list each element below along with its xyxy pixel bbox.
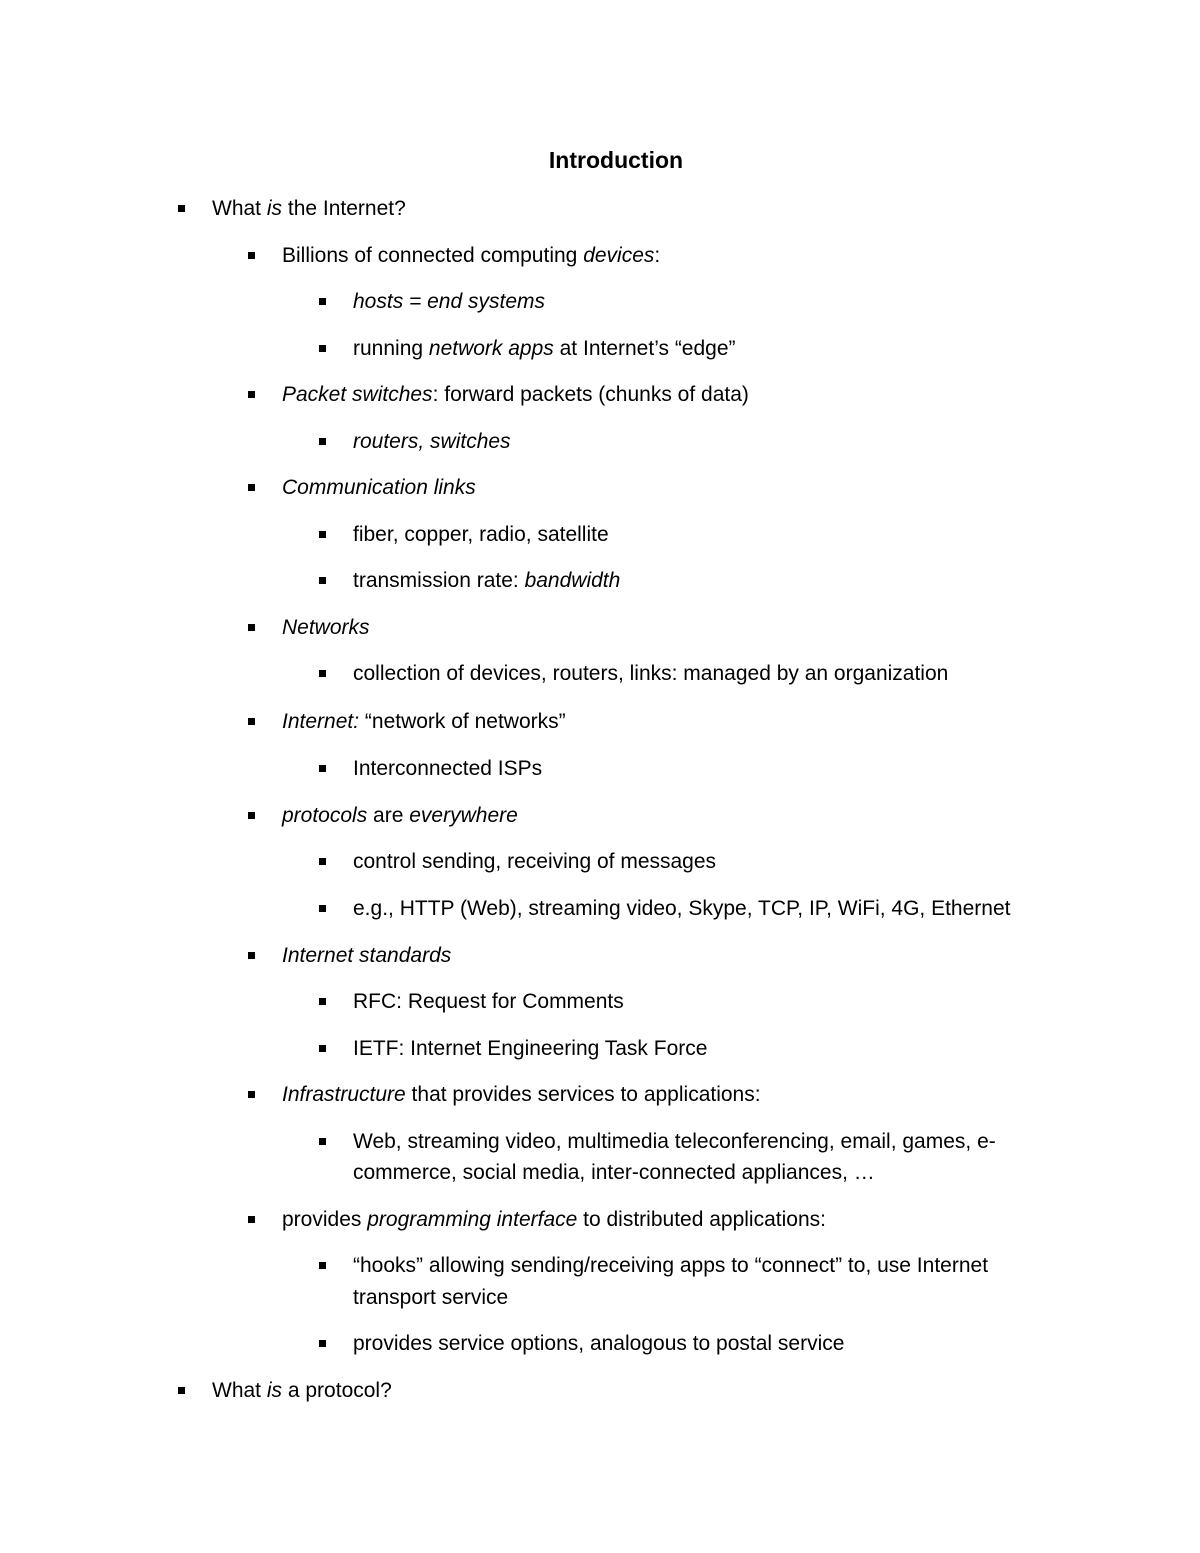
square-bullet-icon bbox=[319, 765, 326, 772]
square-bullet-icon bbox=[319, 670, 326, 677]
square-bullet-icon bbox=[319, 1138, 326, 1145]
square-bullet-icon bbox=[319, 298, 326, 305]
list-item: Internet standards bbox=[282, 940, 451, 971]
list-item: collection of devices, routers, links: managed by an organization bbox=[353, 658, 948, 689]
list-item: fiber, copper, radio, satellite bbox=[353, 519, 609, 550]
list-item: “hooks” allowing sending/receiving apps to “connect” to, use Internet bbox=[353, 1250, 988, 1281]
list-item: routers, switches bbox=[353, 426, 511, 457]
list-item-continuation: commerce, social media, inter-connected appliances, … bbox=[353, 1161, 875, 1184]
list-item: Web, streaming video, multimedia teleconferencing, email, games, e- bbox=[353, 1126, 996, 1157]
list-item: provides programming interface to distributed applications: bbox=[282, 1204, 826, 1235]
list-item: What is a protocol? bbox=[212, 1375, 392, 1406]
list-item: Networks bbox=[282, 612, 370, 643]
square-bullet-icon bbox=[178, 205, 185, 212]
list-item: protocols are everywhere bbox=[282, 800, 518, 831]
square-bullet-icon bbox=[248, 391, 255, 398]
square-bullet-icon bbox=[248, 1216, 255, 1223]
list-item-continuation: transport service bbox=[353, 1286, 509, 1309]
list-item: e.g., HTTP (Web), streaming video, Skype, TCP, IP, WiFi, 4G, Ethernet bbox=[353, 893, 1010, 924]
list-item: provides service options, analogous to postal service bbox=[353, 1328, 844, 1359]
square-bullet-icon bbox=[248, 1091, 255, 1098]
square-bullet-icon bbox=[319, 998, 326, 1005]
square-bullet-icon bbox=[319, 905, 326, 912]
list-item: RFC: Request for Comments bbox=[353, 986, 624, 1017]
square-bullet-icon bbox=[319, 345, 326, 352]
square-bullet-icon bbox=[248, 812, 255, 819]
square-bullet-icon bbox=[319, 531, 326, 538]
square-bullet-icon bbox=[319, 1262, 326, 1269]
list-item: Interconnected ISPs bbox=[353, 753, 542, 784]
list-item: Infrastructure that provides services to applications: bbox=[282, 1079, 761, 1110]
square-bullet-icon bbox=[248, 718, 255, 725]
list-item: Billions of connected computing devices: bbox=[282, 240, 660, 271]
square-bullet-icon bbox=[319, 858, 326, 865]
square-bullet-icon bbox=[248, 252, 255, 259]
list-item: Communication links bbox=[282, 472, 476, 503]
square-bullet-icon bbox=[248, 624, 255, 631]
square-bullet-icon bbox=[178, 1387, 185, 1394]
square-bullet-icon bbox=[248, 484, 255, 491]
list-item: Packet switches: forward packets (chunks of data) bbox=[282, 379, 749, 410]
list-item: control sending, receiving of messages bbox=[353, 846, 716, 877]
list-item: Internet: “network of networks” bbox=[282, 706, 566, 737]
list-item: What is the Internet? bbox=[212, 193, 406, 224]
square-bullet-icon bbox=[319, 438, 326, 445]
page-title: Introduction bbox=[548, 147, 684, 173]
list-item: transmission rate: bandwidth bbox=[353, 565, 620, 596]
square-bullet-icon bbox=[319, 577, 326, 584]
square-bullet-icon bbox=[319, 1045, 326, 1052]
square-bullet-icon bbox=[248, 952, 255, 959]
list-item: running network apps at Internet’s “edge” bbox=[353, 333, 736, 364]
list-item: IETF: Internet Engineering Task Force bbox=[353, 1033, 707, 1064]
square-bullet-icon bbox=[319, 1340, 326, 1347]
list-item: hosts = end systems bbox=[353, 286, 545, 317]
